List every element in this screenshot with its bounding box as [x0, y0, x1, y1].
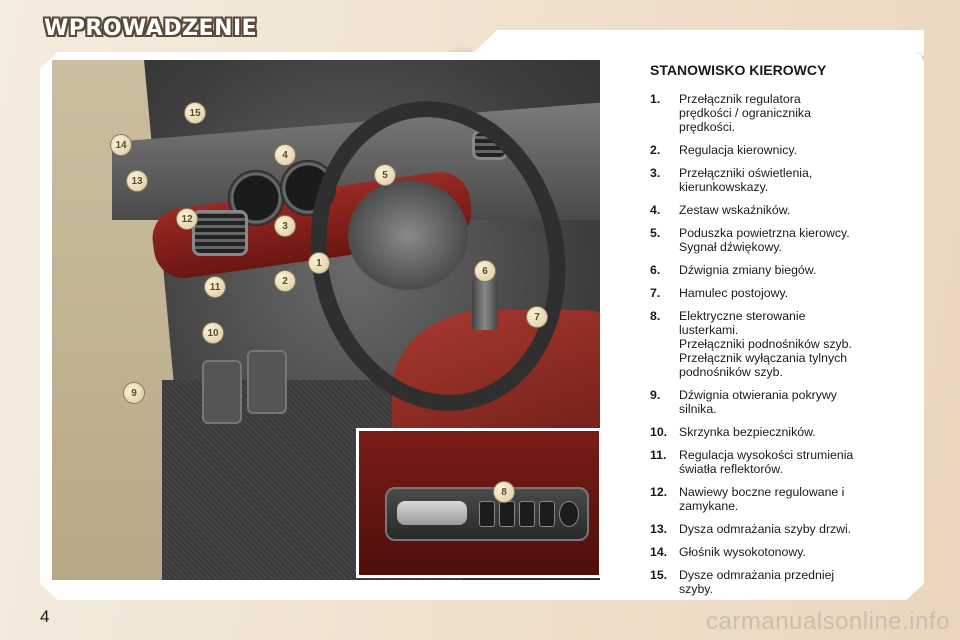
legend-text: Zestaw wskaźników. — [679, 203, 791, 217]
legend-text: Elektryczne sterowanie lusterkami. Przełączniki podnośników szyb. Przełącznik wyłączania tylnych podnośników szyb. — [679, 309, 852, 379]
brake-pedal — [247, 350, 287, 414]
legend-number: 8. — [650, 309, 661, 323]
side-vent — [192, 210, 248, 256]
legend-text: Poduszka powietrzna kierowcy. Sygnał dźwiękowy. — [679, 226, 850, 254]
legend-number: 9. — [650, 388, 661, 402]
legend-item — [650, 522, 920, 536]
legend-item — [650, 309, 920, 379]
legend-item — [650, 203, 920, 217]
legend-item — [650, 143, 920, 157]
legend-item — [650, 425, 920, 439]
legend-item — [650, 166, 920, 194]
legend-number: 5. — [650, 226, 661, 240]
legend-number: 3. — [650, 166, 661, 180]
callout-7: 7 — [526, 306, 548, 328]
callout-12: 12 — [176, 208, 198, 230]
mirror-knob — [559, 501, 579, 527]
window-switch — [539, 501, 555, 527]
watermark: carmanualsonline.info — [706, 608, 950, 635]
callout-2: 2 — [274, 270, 296, 292]
legend-number: 1. — [650, 92, 661, 106]
legend-list — [650, 92, 920, 605]
legend-text: Przełącznik regulatora prędkości / ogranicznika prędkości. — [679, 92, 811, 134]
legend-item — [650, 286, 920, 300]
legend-number: 6. — [650, 263, 661, 277]
legend-text: Dźwignia otwierania pokrywy silnika. — [679, 388, 837, 416]
window-switch-panel — [385, 487, 589, 541]
callout-15: 15 — [184, 102, 206, 124]
page-title: WPROWADZENIE — [44, 16, 258, 41]
legend-number: 7. — [650, 286, 661, 300]
callout-1: 1 — [308, 252, 330, 274]
legend-number: 11. — [650, 448, 667, 462]
legend-number: 15. — [650, 568, 668, 582]
clutch-pedal — [202, 360, 242, 424]
section-title: STANOWISKO KIEROWCY — [650, 62, 827, 78]
legend-item — [650, 448, 920, 476]
legend-text: Głośnik wysokotonowy. — [679, 545, 806, 559]
legend-text: Dźwignia zmiany biegów. — [679, 263, 817, 277]
legend-item — [650, 388, 920, 416]
legend-number: 10. — [650, 425, 668, 439]
legend-item — [650, 263, 920, 277]
legend-text: Regulacja wysokości strumienia światła reflektorów. — [679, 448, 854, 476]
callout-8: 8 — [493, 481, 515, 503]
legend-number: 12. — [650, 485, 668, 499]
window-switch — [499, 501, 515, 527]
legend-text: Skrzynka bezpieczników. — [679, 425, 816, 439]
callout-4: 4 — [274, 144, 296, 166]
callout-14: 14 — [110, 134, 132, 156]
window-switch — [519, 501, 535, 527]
callout-3: 3 — [274, 215, 296, 237]
callout-9: 9 — [123, 382, 145, 404]
legend-text: Przełączniki oświetlenia, kierunkowskazy. — [679, 166, 813, 194]
callout-6: 6 — [474, 260, 496, 282]
door-handle — [397, 501, 467, 525]
legend-text: Dysza odmrażania szyby drzwi. — [679, 522, 852, 536]
legend-item — [650, 568, 920, 596]
rear-lock-switch — [479, 501, 495, 527]
legend-text: Hamulec postojowy. — [679, 286, 789, 300]
callout-5: 5 — [374, 164, 396, 186]
legend-number: 14. — [650, 545, 668, 559]
page-number: 4 — [40, 607, 50, 626]
legend-text: Nawiewy boczne regulowane i zamykane. — [679, 485, 845, 513]
door-controls-inset — [356, 428, 602, 578]
legend-item — [650, 485, 920, 513]
legend-item — [650, 226, 920, 254]
legend-item — [650, 545, 920, 559]
legend-number: 4. — [650, 203, 661, 217]
callout-10: 10 — [202, 322, 224, 344]
callout-11: 11 — [204, 276, 226, 298]
steering-hub — [348, 180, 468, 290]
callout-13: 13 — [126, 170, 148, 192]
legend-number: 2. — [650, 143, 661, 157]
legend-text: Regulacja kierownicy. — [679, 143, 798, 157]
legend-text: Dysze odmrażania przedniej szyby. — [679, 568, 835, 596]
legend-item — [650, 92, 920, 134]
legend-number: 13. — [650, 522, 668, 536]
